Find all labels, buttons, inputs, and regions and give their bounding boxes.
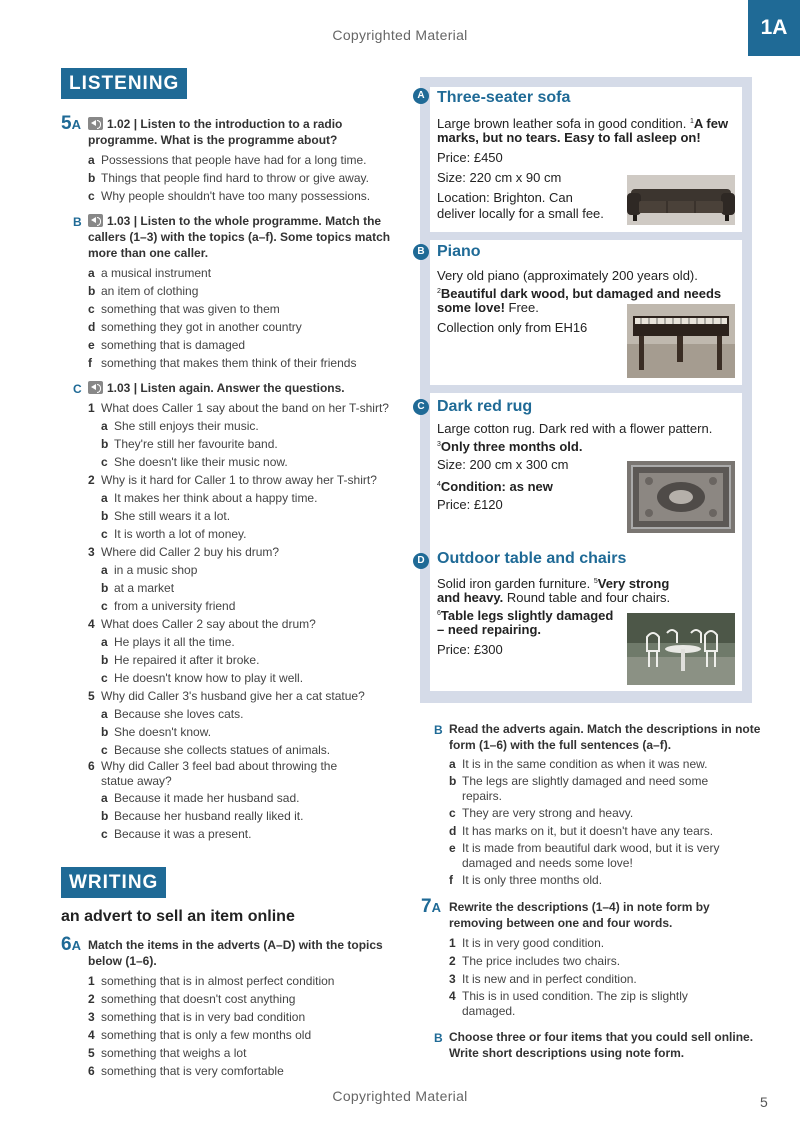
sofa-photo: [627, 175, 735, 225]
exercise-6-number: 6A: [61, 934, 81, 955]
advert-d-text: Solid iron garden furniture. $^5$Very strong: [437, 576, 670, 591]
exercise-7a-instruction: Rewrite the descriptions (1–4) in note form by removing between one and four words.: [449, 900, 710, 930]
exercise-5b-instruction: 1.03 | Listen to the whole programme. Match the callers (1–3) with the topics (a–f). Some topics match more than one caller.: [88, 214, 391, 260]
exercise-5b-letter: B: [73, 215, 82, 229]
advert-a-location: Location: Brighton. Can: [437, 190, 573, 205]
advert-c-price: Price: £120: [437, 497, 503, 512]
exercise-5c-instruction: 1.03 | Listen again. Answer the questions.: [88, 380, 345, 396]
list-item: a It is in the same condition as when it was new.: [449, 757, 708, 771]
advert-a-size: Size: 220 cm x 90 cm: [437, 170, 562, 185]
list-item: b The legs are slightly damaged and need some repairs.: [449, 774, 709, 803]
list-item: b Things that people find hard to throw or give away.: [88, 171, 369, 185]
question: 6 Why did Caller 3 feel bad about throwing the statue away? a Because it made her husband sad. b Because her husband really liked it. c Because it was a present.: [88, 759, 338, 841]
advert-c-badge: C: [413, 399, 429, 415]
exercise-5b-options: [88, 264, 356, 372]
question: 3 Where did Caller 2 buy his drum? a in a music shop b at a market c from a university friend: [88, 545, 280, 613]
advert-b-text: Very old piano (approximately 200 years old).: [437, 268, 698, 283]
advert-b-collection: Collection only from EH16: [437, 320, 588, 335]
advert-c: [430, 393, 742, 547]
audio-icon[interactable]: [88, 117, 103, 130]
advert-d-text-2: and heavy. Round table and four chairs.: [437, 590, 671, 605]
rug-photo: [627, 461, 735, 533]
list-item: b an item of clothing: [88, 284, 199, 298]
audio-icon[interactable]: [88, 214, 103, 227]
exercise-7-number: 7A: [421, 896, 441, 917]
exercise-6a-items: [88, 972, 334, 1080]
advert-d-damage: $^6$Table legs slightly damaged: [437, 608, 614, 623]
advert-b: [430, 240, 742, 385]
list-item: c They are very strong and heavy.: [449, 806, 634, 820]
list-item: 4 something that is only a few months old: [88, 1028, 312, 1042]
advert-a-price: Price: £450: [437, 150, 503, 165]
advert-a-delivery: deliver locally for a small fee.: [437, 206, 604, 221]
garden-furniture-photo: [627, 613, 735, 685]
list-item: 3 something that is in very bad condition: [88, 1010, 306, 1024]
list-item: 2 The price includes two chairs.: [449, 954, 621, 968]
page-number: 5: [760, 1094, 768, 1110]
advert-a-bold: marks, but no tears. Easy to fall asleep on!: [437, 130, 701, 145]
listening-banner: LISTENING: [61, 68, 187, 99]
exercise-7a-items: [449, 934, 759, 1019]
exercise-6b-items: [449, 755, 759, 889]
advert-d-repair: – need repairing.: [437, 622, 542, 637]
copyright-footer: Copyrighted Material: [332, 1088, 468, 1104]
exercise-6a-instruction: Match the items in the adverts (A–D) with the topics below (1–6).: [88, 938, 383, 968]
advert-a-badge: A: [413, 88, 429, 104]
exercise-5a-instruction: 1.02 | Listen to the introduction to a radio programme. What is the programme about?: [88, 117, 343, 147]
list-item: 2 something that doesn't cost anything: [88, 992, 296, 1006]
advert-b-badge: B: [413, 244, 429, 260]
advert-b-title: Piano: [437, 243, 481, 260]
list-item: a Possessions that people have had for a long time.: [88, 153, 367, 167]
advert-d: [430, 547, 742, 691]
advert-c-text: Large cotton rug. Dark red with a flower pattern.: [437, 421, 713, 436]
advert-d-title: Outdoor table and chairs: [437, 550, 627, 567]
exercise-5c-letter: C: [73, 382, 82, 396]
advert-b-bold: $^2$Beautiful dark wood, but damaged and needs: [437, 286, 722, 301]
advert-a-text: Large brown leather sofa in good condition. $^1$A few: [437, 116, 729, 131]
list-item: c something that was given to them: [88, 302, 280, 316]
exercise-6b-instruction: Read the adverts again. Match the descriptions in note form (1–6) with the full sentences (a–f).: [449, 722, 761, 752]
list-item: 5 something that weighs a lot: [88, 1046, 247, 1060]
question: 2 Why is it hard for Caller 1 to throw away her T-shirt? a It makes her think about a happy time. b She still wears it a lot. c It is worth a lot of money.: [88, 473, 377, 541]
unit-tab: 1A: [748, 0, 800, 56]
exercise-7b-instruction: Choose three or four items that you could sell online. Write short descriptions using note form.: [449, 1030, 754, 1060]
audio-icon[interactable]: [88, 381, 103, 394]
list-item: 1 It is in very good condition.: [449, 936, 605, 950]
list-item: c Why people shouldn't have too many possessions.: [88, 189, 371, 203]
advert-c-size: Size: 200 cm x 300 cm: [437, 457, 569, 472]
list-item: d It has marks on it, but it doesn't have any tears.: [449, 824, 714, 838]
advert-c-title: Dark red rug: [437, 398, 533, 415]
advert-c-bold: $^3$Only three months old.: [437, 439, 583, 454]
advert-d-badge: D: [413, 553, 429, 569]
exercise-6b-letter: B: [434, 723, 443, 737]
exercise-5-number: 5A: [61, 113, 81, 134]
advert-c-condition: $^4$Condition: as new: [437, 479, 553, 494]
exercise-5c-questions: [88, 399, 408, 843]
list-item: 4 This is in used condition. The zip is slightly damaged.: [449, 989, 688, 1018]
exercise-5a-options: [88, 151, 370, 205]
list-item: 3 It is new and in perfect condition.: [449, 972, 637, 986]
question: 5 Why did Caller 3's husband give her a cat statue? a Because she loves cats. b She doesn't know. c Because she collects statues of animals.: [88, 689, 365, 757]
advert-d-price: Price: £300: [437, 642, 503, 657]
advert-b-free: some love! Free.: [437, 300, 539, 315]
writing-banner: WRITING: [61, 867, 166, 898]
copyright-header: Copyrighted Material: [332, 27, 468, 43]
list-item: f It is only three months old.: [449, 873, 603, 887]
list-item: e something that is damaged: [88, 338, 246, 352]
writing-subtitle: an advert to sell an item online: [61, 908, 295, 925]
list-item: a a musical instrument: [88, 266, 212, 280]
piano-photo: [627, 304, 735, 378]
list-item: 1 something that is in almost perfect condition: [88, 974, 335, 988]
list-item: f something that makes them think of their friends: [88, 356, 357, 370]
adverts-panel: [417, 77, 752, 703]
list-item: e It is made from beautiful dark wood, but it is very damaged and needs some love!: [449, 841, 720, 870]
list-item: 6 something that is very comfortable: [88, 1064, 284, 1078]
question: 1 What does Caller 1 say about the band on her T-shirt? a She still enjoys their music. b They're still her favourite band. c She doesn't like their music now.: [88, 401, 389, 469]
exercise-7b-letter: B: [434, 1031, 443, 1045]
advert-a-title: Three-seater sofa: [437, 89, 571, 106]
question: 4 What does Caller 2 say about the drum? a He plays it all the time. b He repaired it after it broke. c He doesn't know how to play it well.: [88, 617, 316, 685]
list-item: d something they got in another country: [88, 320, 302, 334]
advert-a: [430, 87, 742, 232]
